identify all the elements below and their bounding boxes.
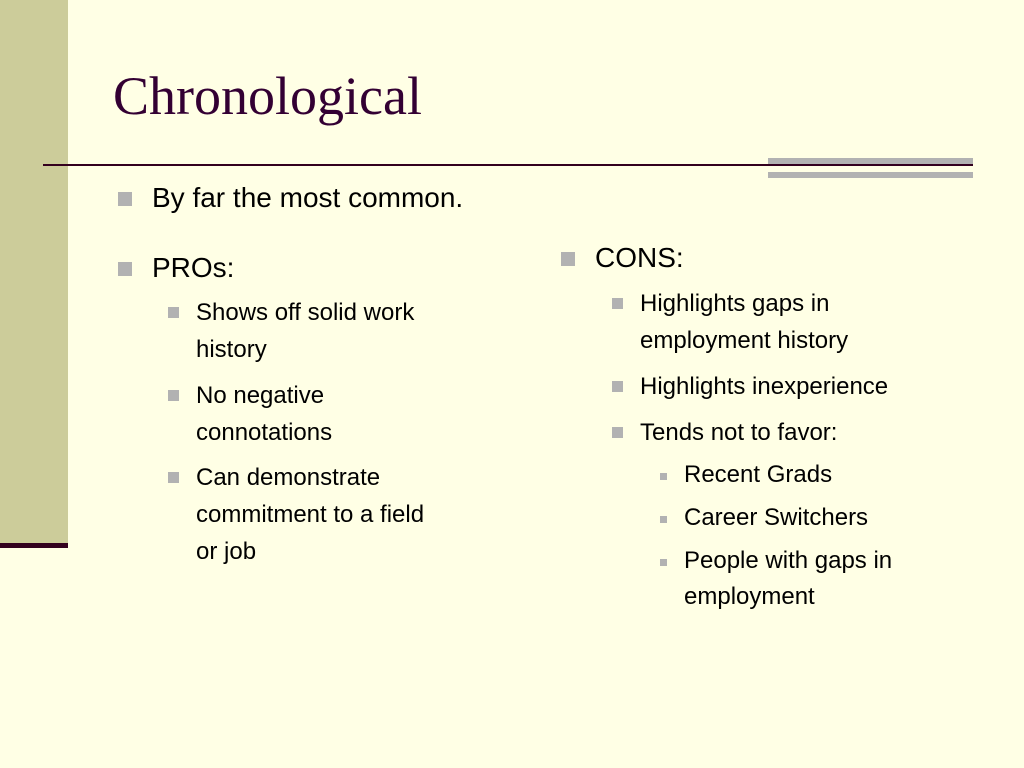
cons-subitem [684, 457, 832, 493]
small-square-bullet-icon [660, 473, 667, 480]
square-bullet-icon [612, 381, 623, 392]
cons-subitem-line: Career Switchers [684, 504, 869, 531]
pros-item-line: Shows off solid work [196, 299, 415, 326]
cons-item-line: Highlights inexperience [640, 373, 889, 400]
divider-accent-top [768, 158, 973, 164]
cons-heading-item [595, 242, 684, 274]
pros-item-line: No negative [196, 382, 325, 409]
left-decorative-band [0, 0, 68, 545]
pros-list-item [196, 459, 424, 570]
small-square-bullet-icon [660, 516, 667, 523]
cons-item-line: Highlights gaps in [640, 290, 830, 317]
square-bullet-icon [612, 427, 623, 438]
pros-heading: PROs: [152, 252, 235, 283]
cons-list-item [640, 368, 888, 405]
pros-item-line: commitment to a field [196, 501, 425, 528]
cons-subitem [684, 543, 892, 615]
slide-title: Chronological [113, 66, 422, 126]
cons-subitem-line: People with gaps in [684, 547, 893, 574]
cons-subitem-line: Recent Grads [684, 461, 833, 488]
divider-accent-bottom [768, 172, 973, 178]
square-bullet-icon [168, 472, 179, 483]
square-bullet-icon [168, 307, 179, 318]
pros-item-line: history [196, 336, 267, 363]
cons-subitem [684, 500, 868, 536]
square-bullet-icon [118, 262, 132, 276]
pros-heading-item [152, 252, 234, 284]
square-bullet-icon [168, 390, 179, 401]
square-bullet-icon [612, 298, 623, 309]
intro-bullet-item [152, 182, 463, 214]
cons-list-item [640, 414, 837, 451]
square-bullet-icon [118, 192, 132, 206]
pros-item-line: Can demonstrate [196, 464, 381, 491]
cons-list-item [640, 285, 848, 359]
cons-item-line: Tends not to favor: [640, 419, 838, 446]
intro-text: By far the most common. [152, 182, 464, 213]
cons-item-line: employment history [640, 327, 849, 354]
square-bullet-icon [561, 252, 575, 266]
cons-heading: CONS: [595, 242, 684, 273]
pros-list-item [196, 294, 414, 368]
small-square-bullet-icon [660, 559, 667, 566]
pros-item-line: connotations [196, 419, 333, 446]
cons-subitem-line: employment [684, 583, 815, 610]
left-band-underline [0, 543, 68, 548]
pros-item-line: or job [196, 538, 257, 565]
title-divider [43, 164, 973, 166]
pros-list-item [196, 377, 332, 451]
